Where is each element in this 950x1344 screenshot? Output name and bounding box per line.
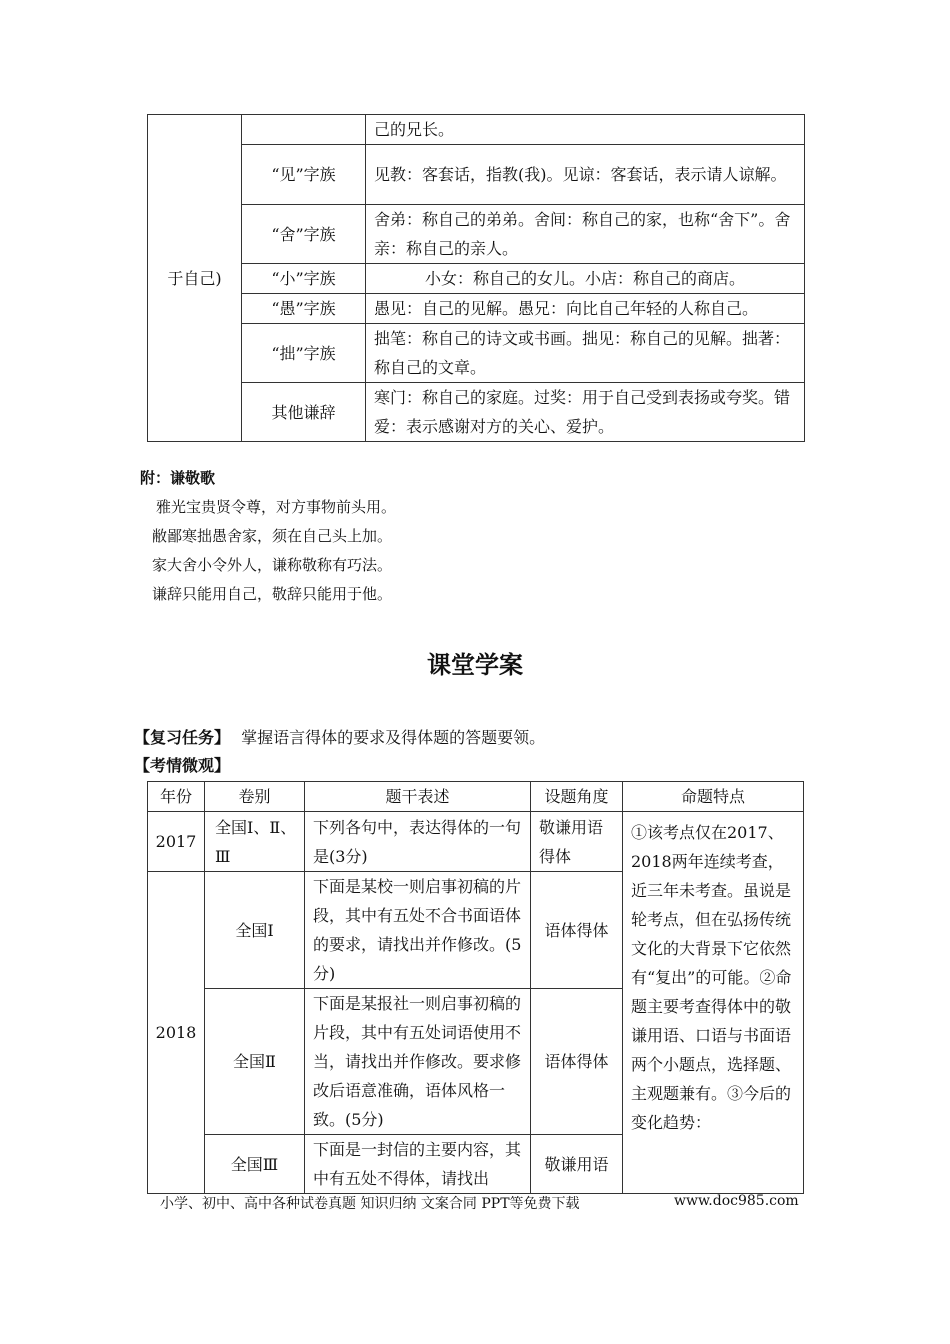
group-cell: “舍”字族 — [242, 205, 366, 264]
header-paper: 卷别 — [205, 782, 305, 812]
header-features: 命题特点 — [623, 782, 804, 812]
group-cell: “小”字族 — [242, 264, 366, 294]
poem-line: 雅光宝贵贤令尊，对方事物前头用。 — [156, 498, 397, 516]
angle-cell: 敬谦用语 — [531, 1135, 623, 1194]
appendix-heading: 附：谦敬歌 — [140, 469, 216, 487]
exam-label: 【考情微观】 — [134, 756, 231, 775]
definition-cell: 己的兄长。 — [366, 115, 805, 145]
definition-cell: 见教：客套话，指教(我)。见谅：客套话，表示请人谅解。 — [366, 145, 805, 205]
review-label: 【复习任务】 — [134, 728, 231, 747]
paper-cell: 全国Ⅰ — [205, 872, 305, 989]
category-cell: 于自己) — [148, 115, 242, 442]
header-year: 年份 — [148, 782, 205, 812]
header-stem: 题干表述 — [305, 782, 531, 812]
poem-line: 家大舍小令外人，谦称敬称有巧法。 — [152, 556, 393, 574]
stem-cell: 下面是某报社一则启事初稿的片段，其中有五处词语使用不当，请找出并作修改。要求修改后语意准确，语体风格一致。(5分) — [305, 989, 531, 1135]
review-task — [134, 725, 545, 748]
group-cell: “见”字族 — [242, 145, 366, 205]
stem-cell: 下面是一封信的主要内容，其中有五处不得体，请找出 — [305, 1135, 531, 1194]
angle-cell: 语体得体 — [531, 872, 623, 989]
definition-cell: 小女：称自己的女儿。小店：称自己的商店。 — [366, 264, 805, 294]
exam-analysis-table — [147, 781, 804, 1194]
angle-cell: 语体得体 — [531, 989, 623, 1135]
year-cell: 2017 — [148, 812, 205, 872]
year-cell: 2018 — [148, 872, 205, 1194]
group-cell — [242, 115, 366, 145]
group-cell: “愚”字族 — [242, 294, 366, 324]
review-text: 掌握语言得体的要求及得体题的答题要领。 — [241, 728, 546, 747]
definition-cell: 愚见：自己的见解。愚兄：向比自己年轻的人称自己。 — [366, 294, 805, 324]
definition-cell: 舍弟：称自己的弟弟。舍间：称自己的家，也称“舍下”。舍亲：称自己的亲人。 — [366, 205, 805, 264]
definition-cell: 寒门：称自己的家庭。过奖：用于自己受到表扬或夸奖。错爱：表示感谢对方的关心、爱护。 — [366, 383, 805, 442]
poem-line: 谦辞只能用自己，敬辞只能用于他。 — [152, 585, 393, 603]
humble-words-table — [147, 114, 805, 442]
paper-cell: 全国Ⅲ — [205, 1135, 305, 1194]
footer-left: 小学、初中、高中各种试卷真题 知识归纳 文案合同 PPT等免费下载 — [160, 1196, 580, 1212]
group-cell: “拙”字族 — [242, 324, 366, 383]
stem-cell: 下列各句中，表达得体的一句是(3分) — [305, 812, 531, 872]
header-angle: 设题角度 — [531, 782, 623, 812]
group-cell: 其他谦辞 — [242, 383, 366, 442]
angle-cell: 敬谦用语得体 — [531, 812, 623, 872]
section-title: 课堂学案 — [427, 651, 523, 679]
footer-url: www.doc985.com — [674, 1193, 799, 1209]
paper-cell: 全国Ⅱ — [205, 989, 305, 1135]
definition-cell: 拙笔：称自己的诗文或书画。拙见：称自己的见解。拙著：称自己的文章。 — [366, 324, 805, 383]
poem-line: 敝鄙寒拙愚舍家，须在自己头上加。 — [152, 527, 393, 545]
paper-cell: 全国Ⅰ、Ⅱ、Ⅲ — [205, 812, 305, 872]
stem-cell: 下面是某校一则启事初稿的片段，其中有五处不合书面语体的要求，请找出并作修改。(5分) — [305, 872, 531, 989]
features-cell: ①该考点仅在2017、2018两年连续考查，近三年未考查。虽说是轮考点，但在弘扬传统文化的大背景下它依然有“复出”的可能。②命题主要考查得体中的敬谦用语、口语与书面语两个小题点，选择题、主观题兼有。③今后的变化趋势： — [623, 812, 804, 1194]
